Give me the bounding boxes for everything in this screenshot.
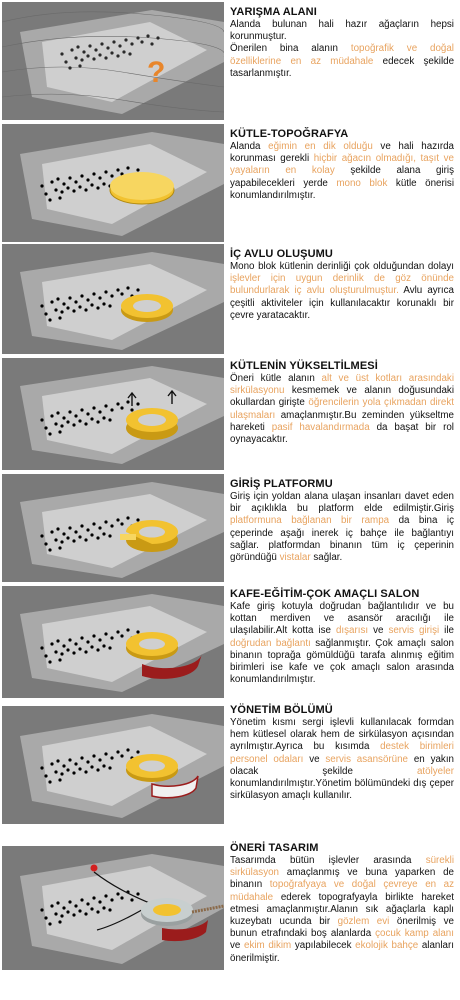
highlighted-phrase: ekim dikim (244, 940, 292, 952)
step-courtyard (0, 244, 460, 356)
text-segment: da bina iç çeperinde aşağı inerek iç bahçe ile bağlantıyı sağlar. platformdan binanın tüm iç çeperinin göründüğü (230, 515, 454, 564)
mass-diagram (2, 124, 224, 242)
highlighted-phrase: pasif havalandırmada (271, 421, 370, 433)
highlighted-phrase: mono blok (336, 177, 388, 189)
step-title: İÇ AVLU OLUŞUMU (230, 248, 333, 260)
highlighted-phrase: platformuna bağlanan bir rampa (230, 515, 390, 527)
terrain-illustration (2, 586, 224, 698)
highlighted-phrase: ekolojik bahçe (355, 940, 419, 952)
step-description (230, 717, 454, 802)
platform-diagram (2, 474, 224, 582)
text-segment: Alanda bulunan hali hazır ağaçların hepsi korunmuştur. (230, 19, 454, 43)
highlighted-phrase: topoğrafik ve doğal özelliklerine en az müdahale (230, 43, 454, 67)
highlighted-phrase: alt ve üst kotları arasındaki sirkülasyonu (230, 373, 455, 397)
step-site (0, 0, 460, 122)
terrain-illustration (2, 124, 224, 242)
highlighted-phrase: atölyeler (416, 765, 454, 777)
highlighted-phrase: öğrencilerin yola çıkmadan direkt ulaşmaları (230, 397, 454, 421)
text-segment: kesmemek ve alanın doğusundaki okullardan girişte (230, 385, 454, 409)
text-segment: edecek şekilde tasarlanmıştır. (230, 55, 455, 79)
terrain-illustration (2, 706, 224, 824)
text-segment: ve (368, 625, 389, 637)
step-description (230, 491, 454, 564)
step-description (230, 855, 454, 965)
highlighted-phrase: hiçbir ağacın olmadığı, taşıt ve yayaların en kolay (230, 153, 454, 177)
step-description (230, 373, 454, 446)
text-segment: amaçlanmış ve buna yaparken de binanın (230, 867, 454, 891)
text-segment: sağlanmıştır. Çok amaçlı salon binanın toprağa gömüldüğü tarafa alınmış eğitim birimleri ise kafe ve çok amaçlı salon arasında konumlandırılmıştır. (230, 637, 454, 686)
step-description (230, 261, 454, 322)
management-diagram (2, 706, 224, 824)
text-segment: önerilmiş ve bunun etrafındaki boş alanlarda (230, 916, 454, 940)
step-title: GİRİŞ PLATFORMU (230, 478, 333, 490)
text-segment: Kafe giriş kotuyla doğrudan bağlantılıdır ve bu kottan merdiven ve asansör aracılığı ile ulaşılabilir.Alt kotta ise (230, 601, 454, 637)
text-segment: Önerilen bina alanın (230, 43, 351, 55)
text-segment: ve (303, 753, 326, 765)
highlighted-phrase: sürekli sirkülasyon (230, 855, 454, 879)
proposal-diagram (2, 846, 224, 970)
text-segment: Giriş için yoldan alana ulaşan insanları davet eden bir açıklıkla bu platform elde edilmiştir.Giriş (230, 491, 454, 515)
cafe-diagram (2, 586, 224, 698)
terrain-illustration (2, 474, 224, 582)
step-elevation (0, 358, 460, 472)
step-title: KAFE-EĞİTİM-ÇOK AMAÇLI SALON (230, 588, 420, 600)
text-segment: yapılabilecek (291, 940, 356, 952)
text-segment: alanları önerilmiştir. (230, 940, 454, 964)
step-management (0, 702, 460, 826)
terrain-illustration (2, 244, 224, 354)
text-segment: Alanda (230, 141, 269, 152)
text-segment: ve (230, 940, 245, 952)
step-title: YARIŞMA ALANI (230, 6, 317, 18)
step-description (230, 601, 454, 686)
text-segment: ederek topografyayla birlikte hareket etmesi amaçlanmıştır.Alanın sık ağaçlarla kaplı kuzeybatı ucunda bir (230, 891, 454, 928)
highlighted-phrase: çocuk kamp alanı (375, 928, 454, 940)
terrain-illustration (2, 846, 224, 970)
step-mass-topography (0, 124, 460, 244)
text-segment: ile (439, 625, 454, 637)
courtyard-diagram (2, 244, 224, 354)
highlighted-phrase: işlevler için uygun derinlik de göz önünde bulundurlarak iç avlu oluşturulmuştur. (230, 273, 454, 297)
highlighted-phrase: vistalar (279, 552, 311, 564)
text-segment: Öneri kütle alanın (230, 373, 322, 384)
highlighted-phrase: servis asansörüne (325, 753, 409, 765)
step-description (230, 19, 454, 80)
text-segment: kütle önerisi konumlandırılmıştır. (230, 177, 455, 201)
step-title: KÜTLE-TOPOĞRAFYA (230, 128, 349, 140)
text-segment: Yönetim kısmı sergi işlevli kullanılacak formdan hem kütlesel olarak hem de sirkülasyon açısından ayrılmıştır.Ayrıca bu kısımda (230, 717, 454, 753)
question-mark-icon: ? (147, 56, 166, 89)
step-cafe-education (0, 586, 460, 700)
text-segment: Mono blok kütlenin derinliği çok olduğundan dolayı (230, 261, 454, 272)
text-segment: Avlu ayrıca çeşitli aktiviteler için kullanılacaktır korunaklı bir çevre yaratacaktır. (230, 285, 454, 321)
text-segment: da başat bir rol oynayacaktır. (230, 421, 454, 446)
text-segment: ve hali hazırda korunması gerekli (230, 141, 454, 165)
step-proposal (0, 836, 460, 1000)
highlighted-phrase: dışarısı (335, 625, 369, 637)
highlighted-phrase: destek birimleri personel odaları (230, 741, 454, 765)
text-segment: sağlar. (310, 552, 343, 564)
highlighted-phrase: doğrudan bağlantı (230, 637, 311, 649)
observatory-marker (91, 865, 98, 872)
elevation-diagram (2, 358, 224, 470)
text-segment: Tasarımda bütün işlevler arasında (230, 855, 426, 866)
step-title: KÜTLENİN YÜKSELTİLMESİ (230, 360, 378, 372)
step-title: YÖNETİM BÖLÜMÜ (230, 704, 333, 716)
terrain-illustration (2, 358, 224, 470)
text-segment: en yakın olacak şekilde (230, 753, 454, 777)
highlighted-phrase: servis girişi (388, 625, 440, 637)
text-segment: şekilde alana giriş yapabilecekleri yerde (230, 165, 454, 189)
terrain-illustration (2, 2, 224, 120)
text-segment: konumlandırılmıştır.Yönetim bölümündeki dış çeper sirkülasyon amaçlı kullanılır. (230, 778, 454, 802)
step-description (230, 141, 454, 202)
site-diagram (2, 2, 224, 120)
text-segment: amaçlanmıştır.Bu zeminden yükseltme hareketi (230, 409, 454, 433)
highlighted-phrase: eğimin en dik olduğu (268, 141, 373, 152)
highlighted-phrase: topoğrafyaya ve doğal çevreye en az müdahale (230, 879, 454, 903)
step-title: ÖNERİ TASARIM (230, 842, 319, 854)
highlighted-phrase: gözlem evi (337, 916, 390, 928)
step-entrance-platform (0, 474, 460, 584)
